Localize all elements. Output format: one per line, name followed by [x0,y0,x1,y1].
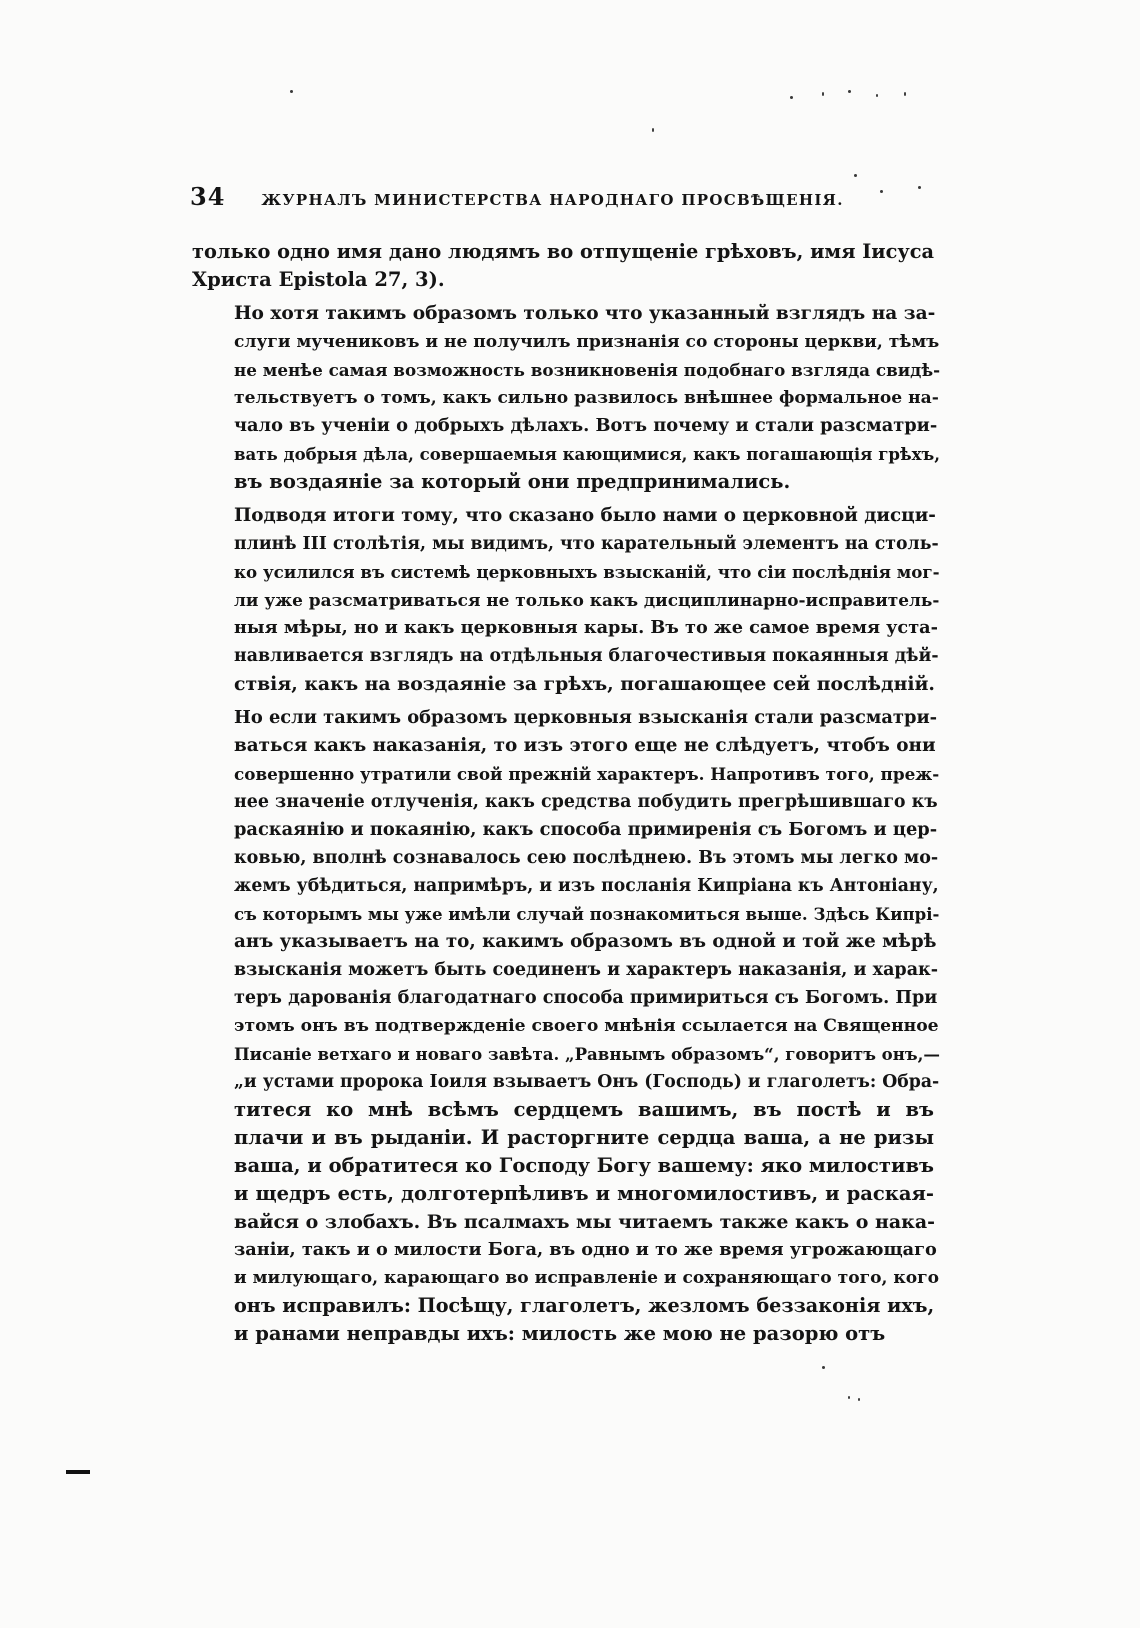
text-line: вать добрыя дѣла, совершаемыя кающимися, какъ погашающія грѣхъ, [234,444,940,464]
text-line: анъ указываетъ на то, какимъ образомъ въ одной и той же мѣрѣ [234,931,937,952]
text-line: навливается взглядъ на отдѣльныя благочестивыя покаянныя дѣй- [234,646,939,666]
scan-speck [858,1398,860,1401]
text-line: ли уже разсматриваться не только какъ дисциплинарно-исправитель- [234,590,940,610]
text-line: Писаніе ветхаго и новаго завѣта. „Равнымъ образомъ“, говоритъ онъ,— [234,1044,940,1064]
text-line: теръ дарованія благодатнаго способа примириться съ Богомъ. При [234,987,938,1008]
text-line: и милующаго, карающаго во исправленіе и сохраняющаго того, кого [234,1268,940,1288]
text-line: тельствуетъ о томъ, какъ сильно развилось внѣшнее формальное на- [234,388,939,408]
scan-speck [822,1366,825,1369]
scan-speck [854,174,857,177]
text-line: и ранами неправды ихъ: милость же мою не разорю отъ [234,1322,886,1345]
text-line: Христа Epistola 27, 3). [192,268,445,291]
scan-speck [880,190,883,193]
page-number: 34 [190,182,226,211]
text-line: ваться какъ наказанія, то изъ этого еще не слѣдуетъ, чтобъ они [234,735,936,756]
scan-speck [876,94,878,97]
text-line: онъ исправилъ: Посѣщу, глаголетъ, жезломъ беззаконія ихъ, [234,1294,935,1317]
text-line: заніи, такъ и о милости Бога, въ одно и то же время угрожающаго [234,1239,937,1260]
paragraph [192,300,941,496]
text-line: только одно имя дано людямъ во отпущеніе грѣховъ, имя Іисуса [192,240,934,263]
text-line: ствія, какъ на воздаяніе за грѣхъ, погашающее сей послѣдній. [234,673,935,695]
scan-speck [652,128,654,132]
text-line: не менѣе самая возможность возникновенія подобнаго взгляда свидѣ- [234,360,941,380]
text-line: вайся о злобахъ. Въ псалмахъ мы читаемъ также какъ о нака- [234,1211,935,1233]
scan-speck [848,90,851,93]
text-line: ко усилился въ системѣ церковныхъ взысканій, что сіи послѣднія мог- [234,562,940,582]
paragraph [192,238,934,294]
scan-speck [918,186,921,189]
text-line: ныя мѣры, но и какъ церковныя кары. Въ то же самое время уста- [234,617,938,638]
scan-speck [904,92,906,96]
scan-speck [790,96,793,99]
text-line: чало въ ученіи о добрыхъ дѣлахъ. Вотъ почему и стали разсматри- [234,415,938,436]
scan-speck [290,90,293,93]
text-line: слуги мучениковъ и не получилъ признанія со стороны церкви, тѣмъ [234,332,940,352]
text-line: раскаянію и покаянію, какъ способа примиренія съ Богомъ и цер- [234,819,938,840]
text-line: ковью, вполнѣ сознавалось сею послѣднею. Въ этомъ мы легко мо- [234,848,939,868]
text-line: „и устами пророка Іоиля взываетъ Онъ (Господь) и глаголетъ: Обра- [234,1072,940,1092]
text-line: ваша, и обратитеся ко Господу Богу вашему: яко милостивъ [234,1154,934,1177]
scan-speck [848,1396,850,1399]
text-line: Но если такимъ образомъ церковныя взысканія стали разсматри- [234,707,938,728]
text-line: взысканія можетъ быть соединенъ и характеръ наказанія, и харак- [234,960,938,980]
text-line: плинѣ III столѣтія, мы видимъ, что карательный элементъ на столь- [234,534,939,554]
page-header [190,182,930,216]
scan-speck [822,92,824,96]
text-line: этомъ онъ въ подтвержденіе своего мнѣнія ссылается на Священное [234,1016,939,1036]
text-line: плачи и въ рыданіи. И расторгните сердца ваша, а не ризы [234,1126,934,1149]
paragraph [192,704,940,1348]
text-line: и щедръ есть, долготерпѣливъ и многомилостивъ, и раская- [234,1182,934,1205]
body-text [192,238,941,1354]
text-line: нее значеніе отлученія, какъ средства побудить прегрѣшившаго къ [234,792,938,812]
margin-mark [66,1470,90,1474]
running-title: ЖУРНАЛЪ МИНИСТЕРСТВА НАРОДНАГО ПРОСВѢЩЕНІЯ. [261,191,844,209]
text-line: съ которымъ мы уже имѣли случай познакомиться выше. Здѣсь Кипрі- [234,904,940,924]
paragraph [192,502,940,698]
text-line: совершенно утратили свой прежній характеръ. Напротивъ того, преж- [234,764,940,784]
text-line: жемъ убѣдиться, напримѣръ, и изъ посланія Кипріана къ Антоніану, [234,876,939,896]
text-line: Подводя итоги тому, что сказано было нами о церковной дисци- [234,505,936,526]
text-line: въ воздаяніе за который они предпринимались. [234,470,791,493]
text-line: титеся ко мнѣ всѣмъ сердцемъ вашимъ, въ постѣ и въ [234,1098,934,1121]
text-line: Но хотя такимъ образомъ только что указанный взглядъ на за- [234,303,936,324]
